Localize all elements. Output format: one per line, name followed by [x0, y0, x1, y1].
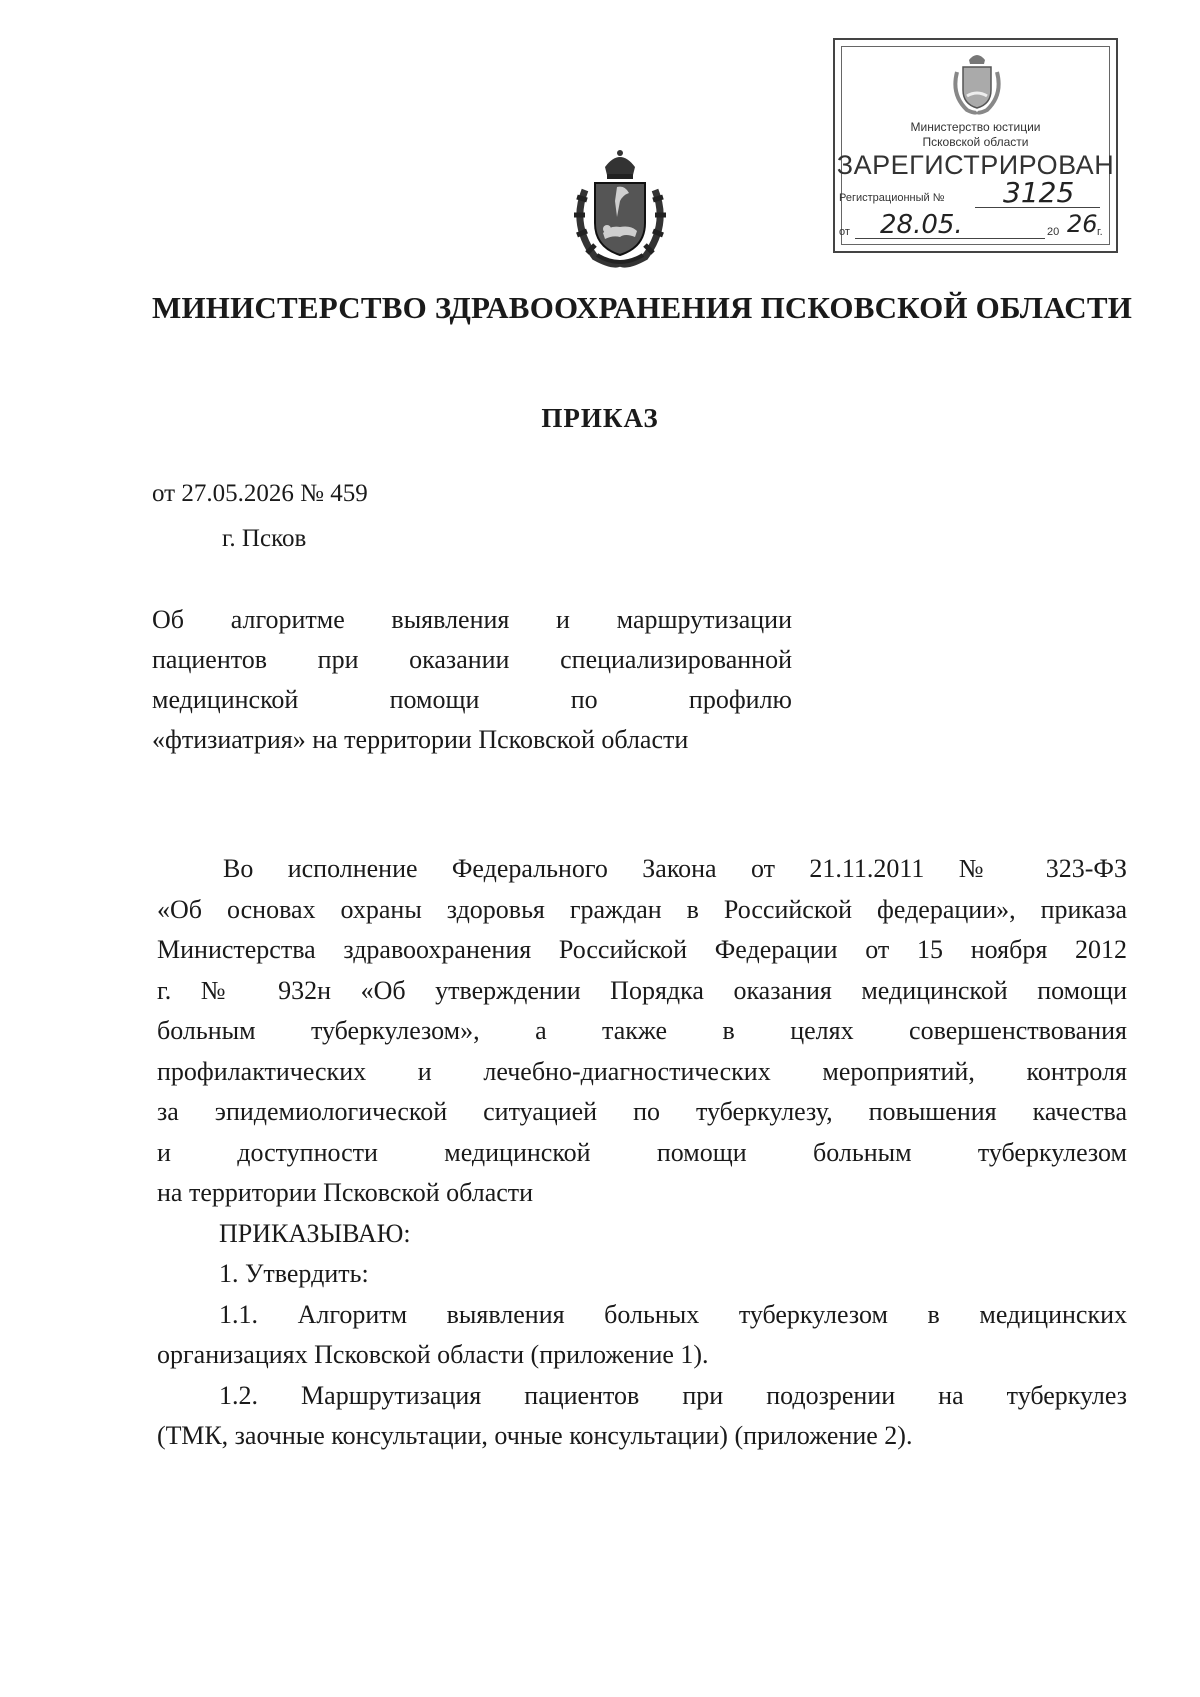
preamble-line: больным туберкулезом», а также в целях совершенствования — [157, 1016, 1127, 1045]
order-subject — [152, 600, 792, 760]
stamp-region-line: Псковской области — [922, 135, 1029, 149]
preamble-line: Министерства здравоохранения Российской Федерации от 15 ноября 2012 — [157, 935, 1127, 964]
stamp-year-suffix: г. — [1097, 226, 1103, 238]
subject-line: Об алгоритме выявления и маршрутизации — [152, 605, 792, 634]
item-1-2-line: 1.2. Маршрутизация пациентов при подозрении на туберкулез — [219, 1380, 1127, 1410]
item-1-1-line: организациях Псковской области (приложение 1). — [157, 1340, 709, 1369]
order-title: ПРИКАЗ — [541, 403, 659, 433]
stamp-year-value: 26 — [1067, 210, 1098, 238]
subject-line: «фтизиатрия» на территории Псковской области — [152, 725, 689, 754]
order-city: г. Псков — [222, 525, 307, 552]
stamp-date-prefix: от — [839, 226, 850, 238]
preamble-line: «Об основах охраны здоровья граждан в Российской федерации», приказа — [157, 894, 1127, 924]
stamp-date-value: 28.05. — [880, 210, 963, 240]
preamble-line: Во исполнение Федерального Закона от 21.11.2011 № 323-ФЗ — [223, 854, 1127, 883]
order-number: от 27.05.2026 № 459 — [152, 480, 368, 507]
subject-line: пациентов при оказании специализированной — [152, 645, 792, 674]
preamble-line: на территории Псковской области — [157, 1178, 534, 1207]
ministry-title: МИНИСТЕРСТВО ЗДРАВООХРАНЕНИЯ ПСКОВСКОЙ ОБЛАСТИ — [152, 290, 1133, 325]
item-1-2-line: (ТМК, заочные консультации, очные консультации) (приложение 2). — [157, 1421, 913, 1450]
preamble-line: и доступности медицинской помощи больным туберкулезом — [157, 1137, 1127, 1167]
preamble-line: профилактических и лечебно-диагностических мероприятий, контроля — [157, 1056, 1127, 1086]
order-body — [157, 849, 1127, 1457]
stamp-number-value: 3125 — [1003, 176, 1075, 209]
stamp-ministry-line: Министерство юстиции — [910, 120, 1041, 134]
stamp-coat-of-arms-icon — [947, 50, 1007, 116]
coat-of-arms-icon — [565, 145, 675, 270]
order-word: ПРИКАЗЫВАЮ: — [219, 1218, 411, 1248]
preamble-line: за эпидемиологической ситуацией по туберкулезу, повышения качества — [157, 1097, 1127, 1126]
preamble-line: г. № 932н «Об утверждении Порядка оказания медицинской помощи — [157, 975, 1127, 1005]
subject-line: медицинской помощи по профилю — [152, 685, 792, 714]
stamp-year-prefix: 20 — [1047, 226, 1060, 238]
registration-stamp — [833, 38, 1118, 253]
item-1-1-line: 1.1. Алгоритм выявления больных туберкулезом в медицинских — [219, 1299, 1127, 1329]
item-1: 1. Утвердить: — [219, 1259, 369, 1288]
stamp-number-label: Регистрационный № — [839, 192, 945, 204]
stamp-registered-label: ЗАРЕГИСТРИРОВАН — [836, 150, 1115, 180]
